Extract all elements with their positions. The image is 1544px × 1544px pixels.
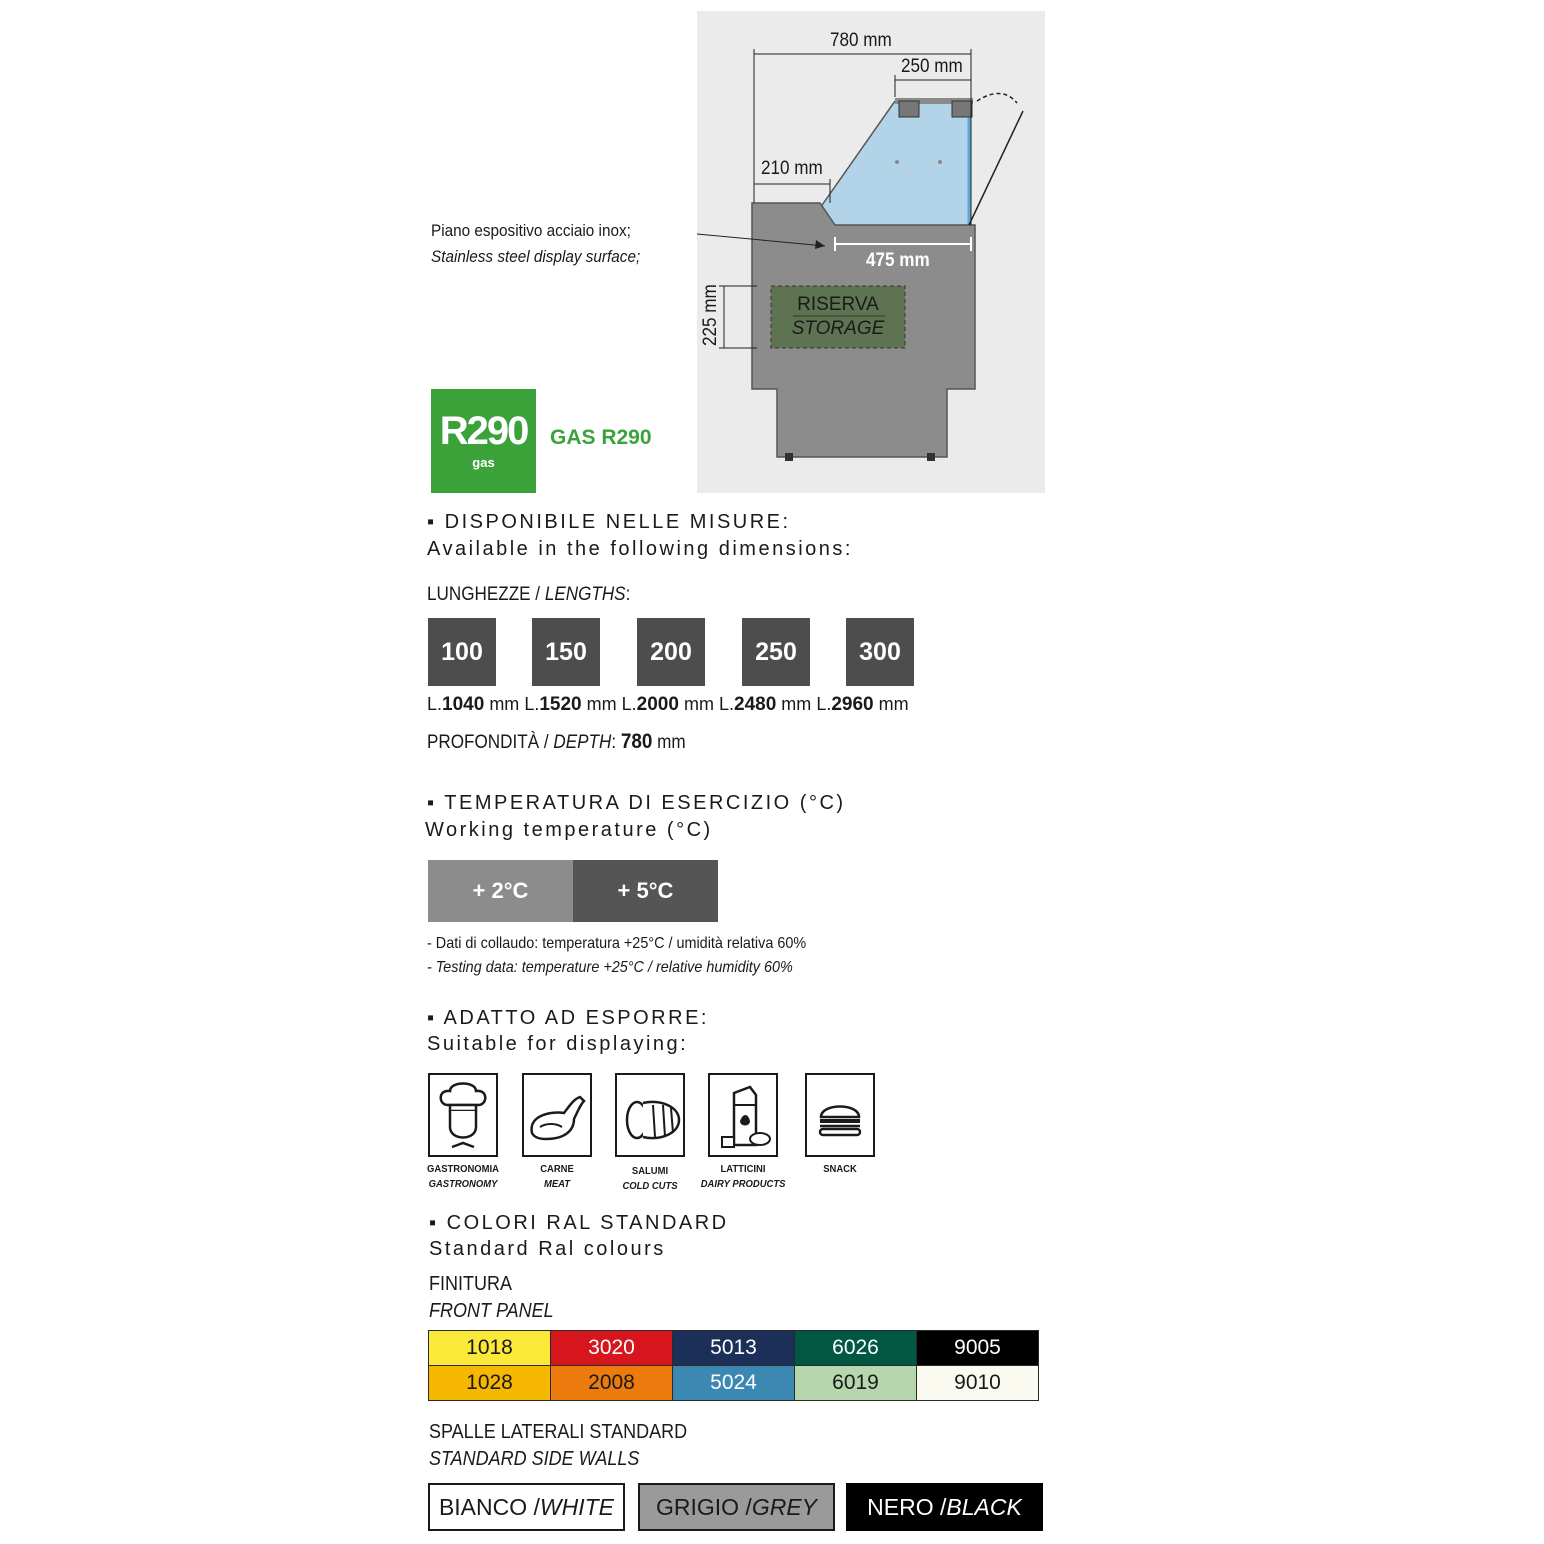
len-mm-1040: 1040 (442, 694, 485, 715)
len-prefix: L. (524, 694, 540, 714)
depth-colon: : (611, 732, 621, 753)
dimensions-subtitle: Available in the following dimensions: (427, 538, 853, 560)
side-wall-white (428, 1483, 625, 1531)
gas-label: GAS R290 (550, 426, 652, 449)
callout-it: Piano espositivo acciaio inox; (431, 221, 631, 240)
len-mm-2960: 2960 (831, 694, 874, 715)
food-it: SNACK (823, 1163, 857, 1175)
side-it: BIANCO / (438, 1493, 540, 1520)
side-walls-en: STANDARD SIDE WALLS (429, 1448, 640, 1470)
len-unit: mm (586, 694, 617, 714)
length-250: 250 (742, 618, 810, 686)
ral-swatch: 1018 (429, 1331, 551, 1366)
ral-swatch: 6019 (795, 1366, 917, 1401)
suitable-title: ▪ ADATTO AD ESPORRE: (427, 1007, 709, 1029)
side-en: BLACK (946, 1493, 1022, 1520)
dairy-icon (710, 1075, 776, 1155)
testing-note-en: - Testing data: temperature +25°C / relative humidity 60% (427, 959, 793, 976)
ral-swatch: 5024 (673, 1366, 795, 1401)
food-caption-meat (517, 1162, 598, 1192)
food-it: GASTRONOMIA (427, 1163, 499, 1175)
glass-panel (820, 101, 969, 225)
len-mm-2480: 2480 (734, 694, 777, 715)
badge-text: R290 (439, 409, 528, 453)
depth-unit: mm (657, 732, 686, 753)
lengths-label-colon: : (625, 584, 631, 605)
len-unit: mm (489, 694, 520, 714)
lengths-label-en: LENGTHS (544, 584, 626, 605)
food-gastronomy (428, 1073, 498, 1157)
meat-icon (524, 1075, 590, 1155)
callout-en: Stainless steel display surface; (431, 247, 641, 266)
colors-title: ▪ COLORI RAL STANDARD (429, 1212, 729, 1234)
finish-it: FINITURA (429, 1273, 512, 1295)
ral-swatch: 1028 (429, 1366, 551, 1401)
ral-row (429, 1331, 1039, 1366)
side-walls-it: SPALLE LATERALI STANDARD (429, 1421, 688, 1443)
ral-swatch: 9010 (917, 1366, 1039, 1401)
testing-note-it: - Dati di collaudo: temperatura +25°C / umidità relativa 60% (427, 935, 807, 952)
food-caption-cold-cuts (610, 1164, 691, 1194)
storage-label-en: STORAGE (791, 318, 885, 339)
depth-row (427, 730, 686, 754)
side-it: NERO / (867, 1493, 947, 1520)
r290-badge (431, 389, 536, 493)
colors-subtitle: Standard Ral colours (429, 1238, 666, 1260)
len-prefix: L. (427, 694, 443, 714)
depth-value: 780 (620, 730, 653, 753)
ral-swatch: 3020 (551, 1331, 673, 1366)
ral-swatch: 9005 (917, 1331, 1039, 1366)
dim-display: 475 mm (866, 250, 930, 271)
dim-front: 210 mm (761, 158, 823, 179)
length-300: 300 (846, 618, 914, 686)
length-200: 200 (637, 618, 705, 686)
food-it: SALUMI (631, 1165, 669, 1177)
temp-max: + 5°C (573, 860, 718, 922)
depth-label-en: DEPTH (553, 732, 612, 753)
temperature-title: ▪ TEMPERATURA DI ESERCIZIO (°C) (427, 792, 846, 814)
food-en: MEAT (543, 1178, 571, 1190)
length-100: 100 (428, 618, 496, 686)
depth-label-it: PROFONDITÀ / (427, 732, 554, 753)
len-unit: mm (781, 694, 812, 714)
dim-glass: 250 mm (901, 56, 963, 77)
len-mm-1520: 1520 (539, 694, 582, 715)
len-prefix: L. (718, 694, 734, 714)
display-surface-callout (431, 218, 640, 270)
dimensions-title: ▪ DISPONIBILE NELLE MISURE: (427, 511, 791, 533)
ral-swatch: 6026 (795, 1331, 917, 1366)
len-prefix: L. (621, 694, 637, 714)
food-en: DAIRY PRODUCTS (700, 1178, 786, 1190)
food-en: COLD CUTS (622, 1180, 678, 1192)
lengths-label-it: LUNGHEZZE / (427, 584, 545, 605)
side-wall-black (846, 1483, 1043, 1531)
food-snack (805, 1073, 875, 1157)
storage-label-it: RISERVA (797, 294, 879, 315)
side-wall-grey (638, 1483, 835, 1531)
cold-cuts-icon (617, 1075, 683, 1155)
side-en: GREY (751, 1493, 818, 1520)
food-dairy (708, 1073, 778, 1157)
chef-icon (430, 1075, 496, 1155)
side-en: WHITE (539, 1493, 615, 1520)
badge-subtext: gas (472, 455, 495, 470)
food-en: GASTRONOMY (428, 1178, 498, 1190)
food-caption-snack (800, 1162, 881, 1177)
burger-icon (807, 1075, 873, 1155)
len-mm-2000: 2000 (636, 694, 679, 715)
finish-en: FRONT PANEL (429, 1300, 554, 1322)
food-caption-dairy (701, 1162, 786, 1192)
dim-storage-height: 225 mm (700, 284, 721, 346)
food-cold-cuts (615, 1073, 685, 1157)
suitable-subtitle: Suitable for displaying: (427, 1033, 689, 1055)
food-caption-gastronomy (423, 1162, 504, 1192)
food-it: CARNE (540, 1163, 574, 1175)
ral-color-table (428, 1330, 1039, 1401)
food-it: LATTICINI (720, 1163, 766, 1175)
ral-row (429, 1366, 1039, 1401)
temperature-subtitle: Working temperature (°C) (425, 819, 713, 841)
len-prefix: L. (816, 694, 832, 714)
temp-min: + 2°C (428, 860, 573, 922)
length-mm-row (427, 694, 909, 716)
side-it: GRIGIO / (655, 1493, 752, 1520)
dim-width: 780 mm (830, 30, 892, 51)
length-150: 150 (532, 618, 600, 686)
len-unit: mm (683, 694, 714, 714)
food-meat (522, 1073, 592, 1157)
ral-swatch: 5013 (673, 1331, 795, 1366)
lengths-label (427, 584, 630, 606)
ral-swatch: 2008 (551, 1366, 673, 1401)
len-unit: mm (878, 694, 909, 714)
